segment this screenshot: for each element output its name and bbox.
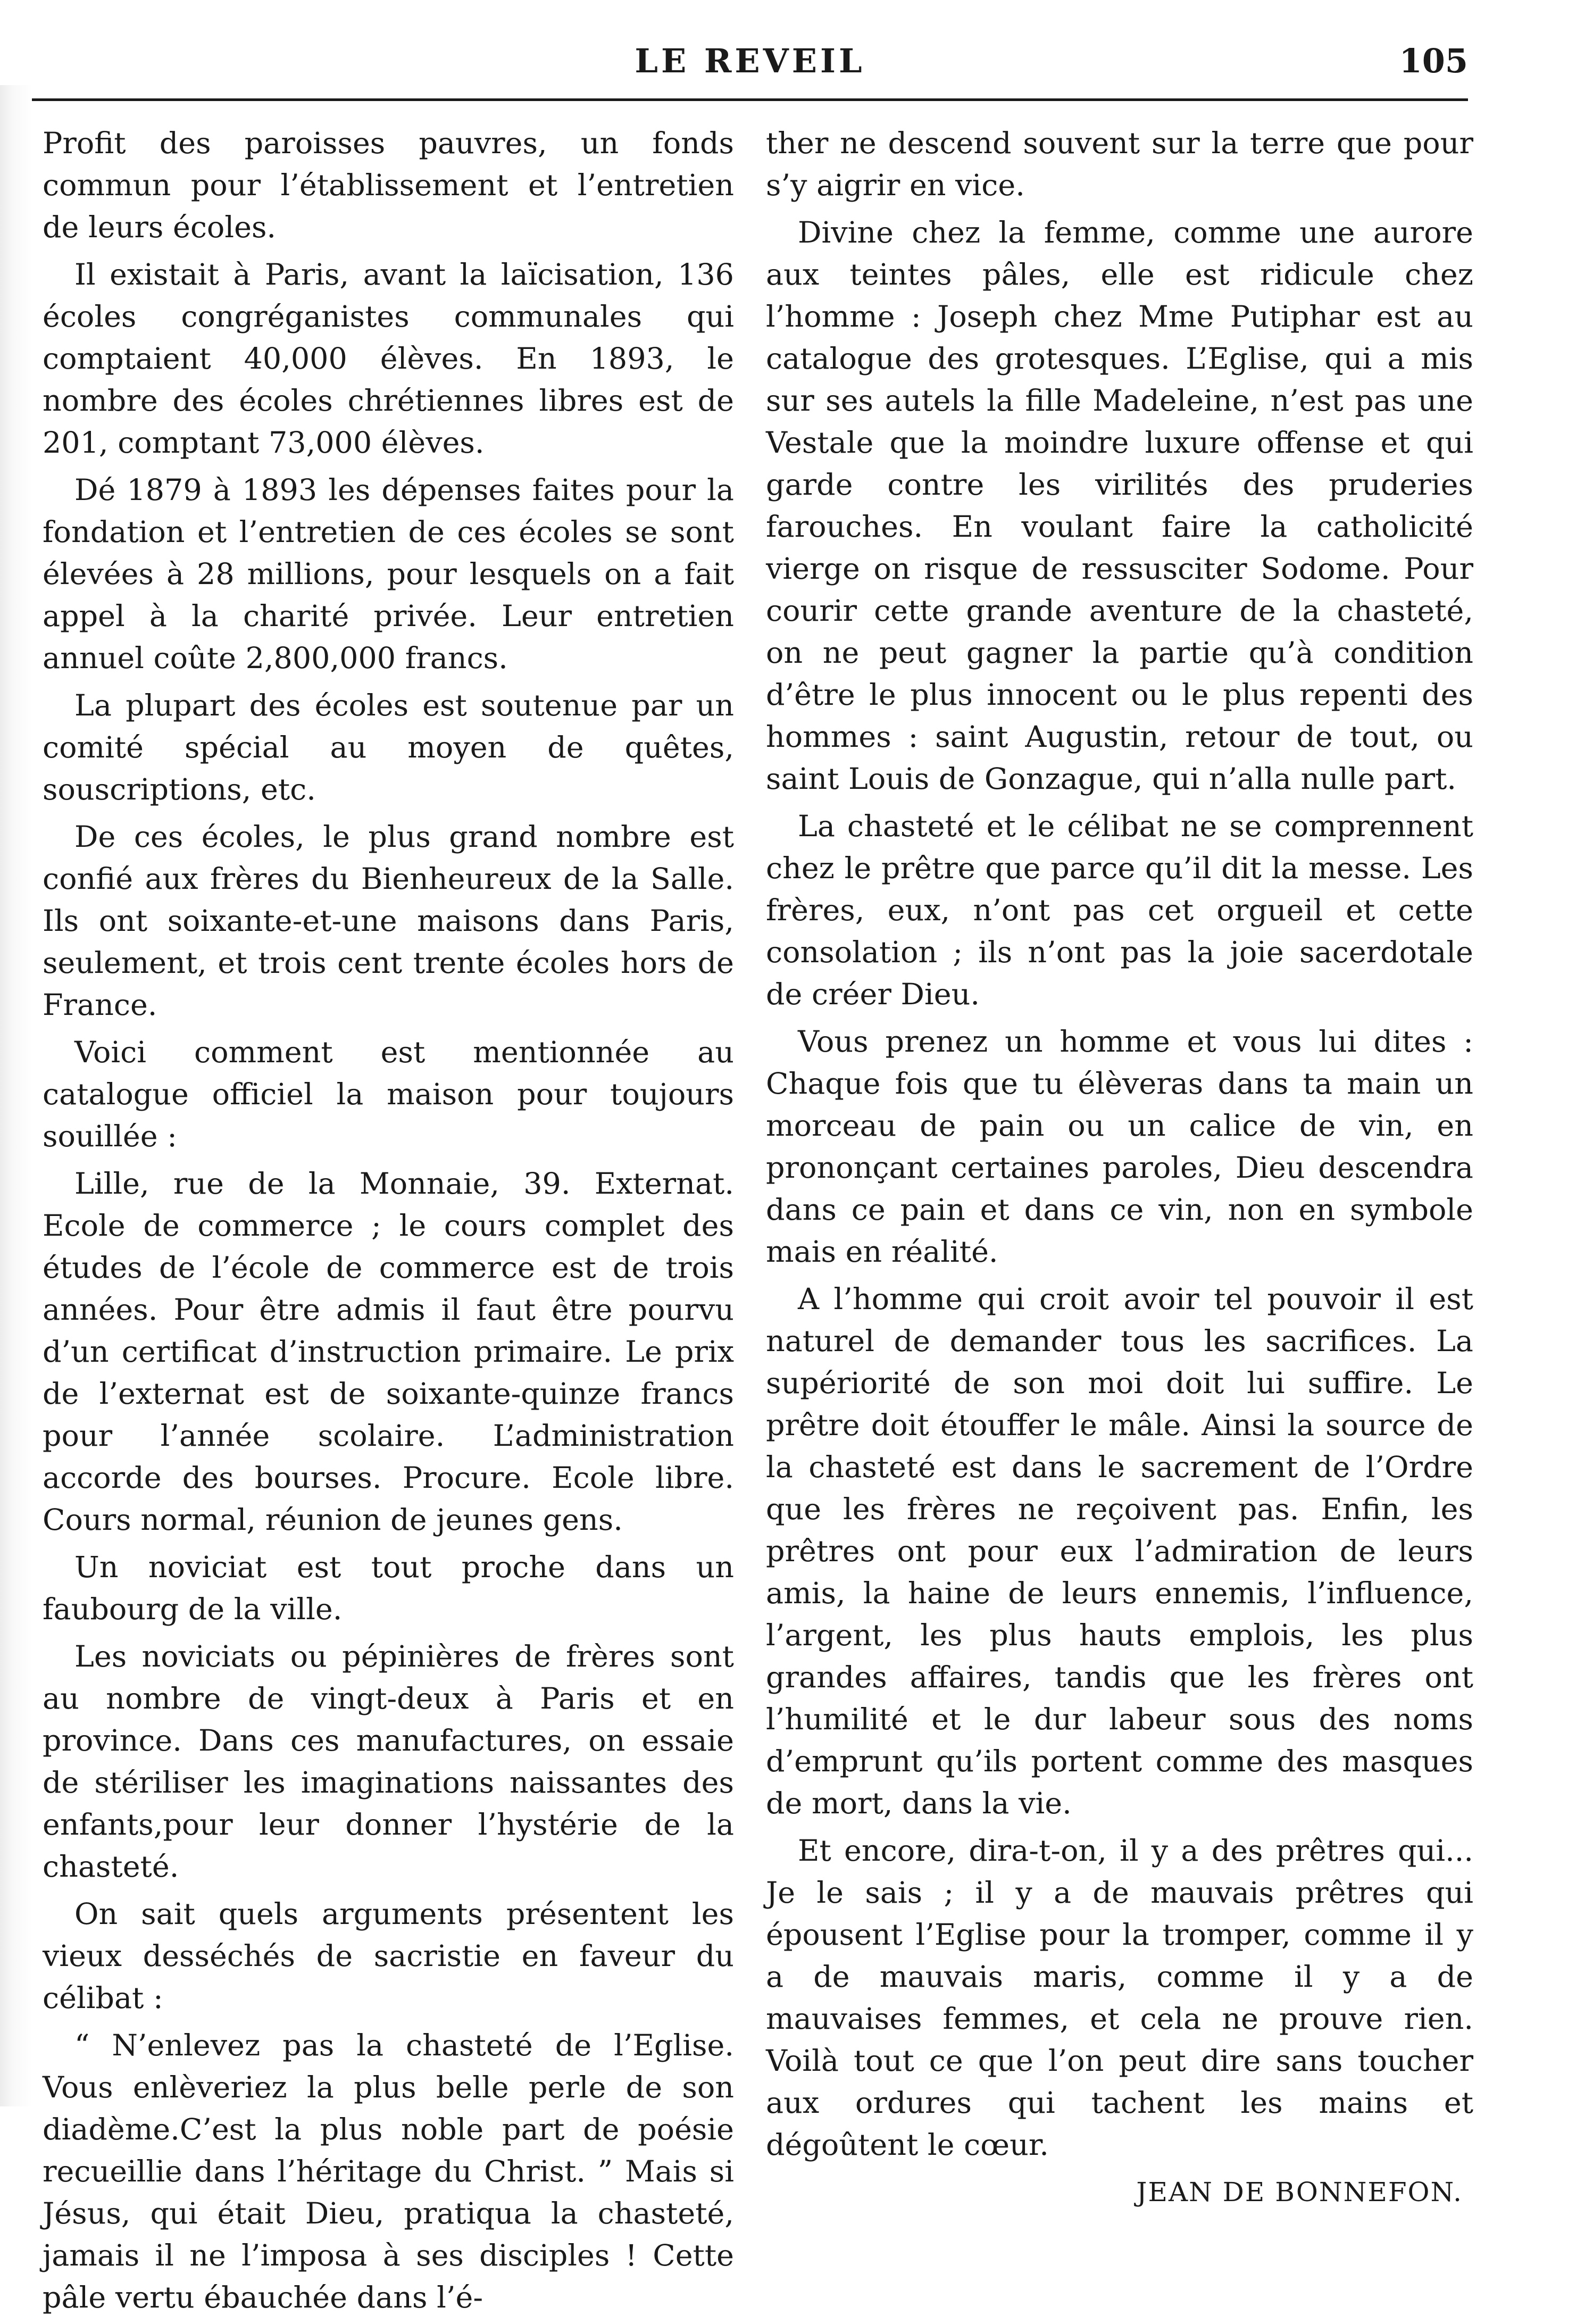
paragraph: Profit des paroisses pauvres, un fonds commun pour l’établissement et l’entretien de leurs écoles. (43, 126, 734, 245)
paragraph: A l’homme qui croit avoir tel pouvoir il est naturel de demander tous les sacrifices. La supériorité de son moi doit lui suffire. Le prêtre doit étouffer le mâle. Ainsi la source de la chasteté est dans le sacrement de l’Ordre que les frères ne reçoivent pas. Enfin, les prêtres ont pour eux l’admiration de leurs amis, la haine de leurs ennemis, l’influence, l’argent, les plus hauts emplois, les plus grandes affaires, tandis que les frères ont l’humilité et le dur labeur sous des noms d’emprunt qu’ils portent comme des masques de mort, dans la vie. (766, 1282, 1473, 1821)
paragraph: Les noviciats ou pépinières de frères sont au nombre de vingt-deux à Paris et en province. Dans ces manufactures, on essaie de stériliser les imaginations naissantes des enfants,pour leur donner l’hystérie de la chasteté. (43, 1639, 734, 1884)
paragraph: Lille, rue de la Monnaie, 39. Externat. Ecole de commerce ; le cours complet des études de l’école de commerce est de trois années. Pour être admis il faut être pourvu d’un certificat d’instruction primaire. Le prix de l’externat est de soixante-quinze francs pour l’année scolaire. L’administration accorde des bourses. Procure. Ecole libre. Cours normal, réunion de jeunes gens. (43, 1167, 734, 1537)
paragraph: ther ne descend souvent sur la terre que pour s’y aigrir en vice. (766, 126, 1473, 203)
paragraph: Il existait à Paris, avant la laïcisation, 136 écoles congréganistes communales qui comptaient 40,000 élèves. En 1893, le nombre des écoles chrétiennes libres est de 201, comptant 73,000 élèves. (43, 257, 734, 460)
paragraph: De ces écoles, le plus grand nombre est confié aux frères du Bienheureux de la Salle. Ils ont soixante-et-une maisons dans Paris, seulement, et trois cent trente écoles hors de France. (43, 820, 734, 1022)
paragraph: Vous prenez un homme et vous lui dites : Chaque fois que tu élèveras dans ta main un morceau de pain ou un calice de vin, en prononçant certaines paroles, Dieu descendra dans ce pain et dans ce vin, non en symbole mais en réalité. (766, 1024, 1473, 1269)
paragraph: La plupart des écoles est soutenue par un comité spécial au moyen de quêtes, souscriptions, etc. (43, 688, 734, 807)
page-header (32, 41, 1468, 89)
paragraph: Dé 1879 à 1893 les dépenses faites pour la fondation et l’entretien de ces écoles se sont élevées à 28 millions, pour lesquels on a fait appel à la charité privée. Leur entretien annuel coûte 2,800,000 francs. (43, 473, 734, 676)
running-title: LE REVEIL (635, 41, 865, 80)
paragraph: Divine chez la femme, comme une aurore aux teintes pâles, elle est ridicule chez l’homme : Joseph chez Mme Putiphar est au catalogue des grotesques. L’Eglise, qui a mis sur ses autels la fille Madeleine, n’est pas une Vestale que la moindre luxure offense et qui garde contre les virilités des pruderies farouches. En voulant faire la catholicité vierge on risque de ressusciter Sodome. Pour courir cette grande aventure de la chasteté, on ne peut gagner la partie qu’à condition d’être le plus innocent ou le plus repenti des hommes : saint Augustin, retour de tout, ou saint Louis de Gonzague, qui n’alla nulle part. (766, 215, 1473, 796)
header-rule (32, 98, 1468, 101)
paragraph: La chasteté et le célibat ne se comprennent chez le prêtre que parce qu’il dit la messe. Les frères, eux, n’ont pas cet orgueil et cette consolation ; ils n’ont pas la joie sacerdotale de créer Dieu. (766, 809, 1473, 1012)
paragraph: Voici comment est mentionnée au catalogue officiel la maison pour toujours souillée : (43, 1035, 734, 1154)
left-column (43, 122, 734, 2324)
binding-shadow (0, 85, 32, 2106)
author-signature: JEAN DE BONNEFON. (1136, 2177, 1463, 2208)
page-number: 105 (1399, 41, 1468, 80)
paragraph: On sait quels arguments présentent les vieux desséchés de sacristie en faveur du célibat : (43, 1897, 734, 2015)
paragraph: “ N’enlevez pas la chasteté de l’Eglise. Vous enlèveriez la plus belle perle de son diadème.C’est la plus noble part de poésie recueillie dans l’héritage du Christ. ” Mais si Jésus, qui était Dieu, pratiqua la chasteté, jamais il ne l’imposa à ses disciples ! Cette pâle vertu ébauchée dans l’é- (43, 2028, 734, 2315)
right-column (766, 122, 1473, 2213)
paragraph: Et encore, dira-t-on, il y a des prêtres qui... Je le sais ; il y a de mauvais prêtres qui épousent l’Eglise pour la tromper, comme il y a de mauvais maris, comme il y a de mauvaises femmes, et cela ne prouve rien. Voilà tout ce que l’on peut dire sans toucher aux ordures qui tachent les mains et dégoûtent le cœur. (766, 1834, 1473, 2162)
paragraph: Un noviciat est tout proche dans un faubourg de la ville. (43, 1550, 734, 1627)
